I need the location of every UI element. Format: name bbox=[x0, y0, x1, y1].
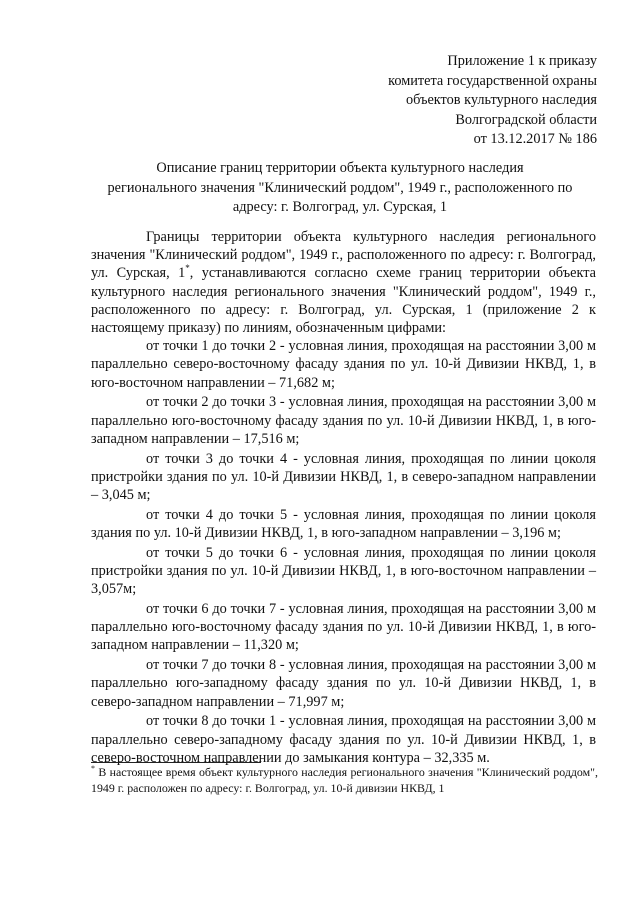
boundary-segment: от точки 5 до точки 6 - условная линия, проходящая по линии цоколя пристройки здания по ул. 10-й Дивизии НКВД, 1, в юго-восточном направлении – 3,057м; bbox=[91, 544, 596, 598]
boundary-segment: от точки 7 до точки 8 - условная линия, проходящая на расстоянии 3,00 м параллельно юго-западному фасаду здания по ул. 10-й Дивизии НКВД, 1, в северо-западном направлении – 71,997 м; bbox=[91, 657, 596, 710]
intro-paragraph bbox=[91, 228, 596, 337]
appendix-header bbox=[388, 52, 597, 150]
footnote-reference: * bbox=[185, 263, 190, 274]
boundary-segment: от точки 8 до точки 1 - условная линия, проходящая на расстоянии 3,00 м параллельно северо-западному фасаду здания по ул. 10-й Дивизии НКВД, 1, в северо-восточном направлении до замыкания контура – 32,335 м. bbox=[91, 713, 596, 766]
title-line: Описание границ территории объекта культурного наследия bbox=[156, 160, 524, 176]
title-line: регионального значения "Клинический роддом", 1949 г., расположенного по bbox=[107, 179, 573, 196]
boundary-segment: от точки 6 до точки 7 - условная линия, проходящая на расстоянии 3,00 м параллельно юго-восточному фасаду здания по ул. 10-й Дивизии НКВД, 1, в юго-западном направлении – 11,320 м; bbox=[91, 601, 596, 654]
boundary-segment: от точки 3 до точки 4 - условная линия, проходящая по линии цоколя пристройки здания по ул. 10-й Дивизии НКВД, 1, в северо-западном направлении – 3,045 м; bbox=[91, 450, 596, 504]
footnote bbox=[91, 764, 598, 796]
document-body bbox=[91, 228, 596, 769]
intro-text: Границы территории объекта культурного наследия регионального значения "Клинический роддом", 1949 г., расположенного по адресу: г. Волгоград, ул. Сурская, 1 bbox=[91, 229, 596, 282]
header-line: от 13.12.2017 № 186 bbox=[473, 131, 597, 147]
footnote-mark: * bbox=[91, 764, 95, 774]
header-line: Приложение 1 к приказу bbox=[447, 53, 597, 69]
footnote-text: В настоящее время объект культурного наследия регионального значения "Клинический роддом", 1949 г. расположен по адресу: г. Волгоград, ул. 10-й дивизии НКВД, 1 bbox=[91, 765, 598, 795]
boundary-segment: от точки 1 до точки 2 - условная линия, проходящая на расстоянии 3,00 м параллельно северо-восточному фасаду здания по ул. 10-й Дивизии НКВД, 1, в юго-восточном направлении – 71,682 м; bbox=[91, 338, 596, 391]
boundary-segment: от точки 4 до точки 5 - условная линия, проходящая по линии цоколя здания по ул. 10-й Дивизии НКВД, 1, в юго-западном направлении – 3,196 м; bbox=[91, 506, 596, 542]
header-line: объектов культурного наследия bbox=[406, 92, 597, 108]
boundary-segment: от точки 2 до точки 3 - условная линия, проходящая на расстоянии 3,00 м параллельно юго-восточному фасаду здания по ул. 10-й Дивизии НКВД, 1, в юго-западном направлении – 17,516 м; bbox=[91, 394, 596, 447]
header-line: Волгоградской области bbox=[455, 111, 597, 128]
document-title bbox=[70, 159, 610, 218]
header-line: комитета государственной охраны bbox=[388, 72, 597, 89]
footnote-divider bbox=[91, 762, 261, 763]
intro-text-continued: , устанавливаются согласно схеме границ территории объекта культурного наследия регионального значения "Клинический роддом", 1949 г., расположенного по адресу: г. Волгоград, ул. Сурская, 1 (приложение 2 к настоящему приказу) по линиям, обозначенным цифрами: bbox=[91, 265, 596, 337]
title-line: адресу: г. Волгоград, ул. Сурская, 1 bbox=[232, 199, 448, 215]
